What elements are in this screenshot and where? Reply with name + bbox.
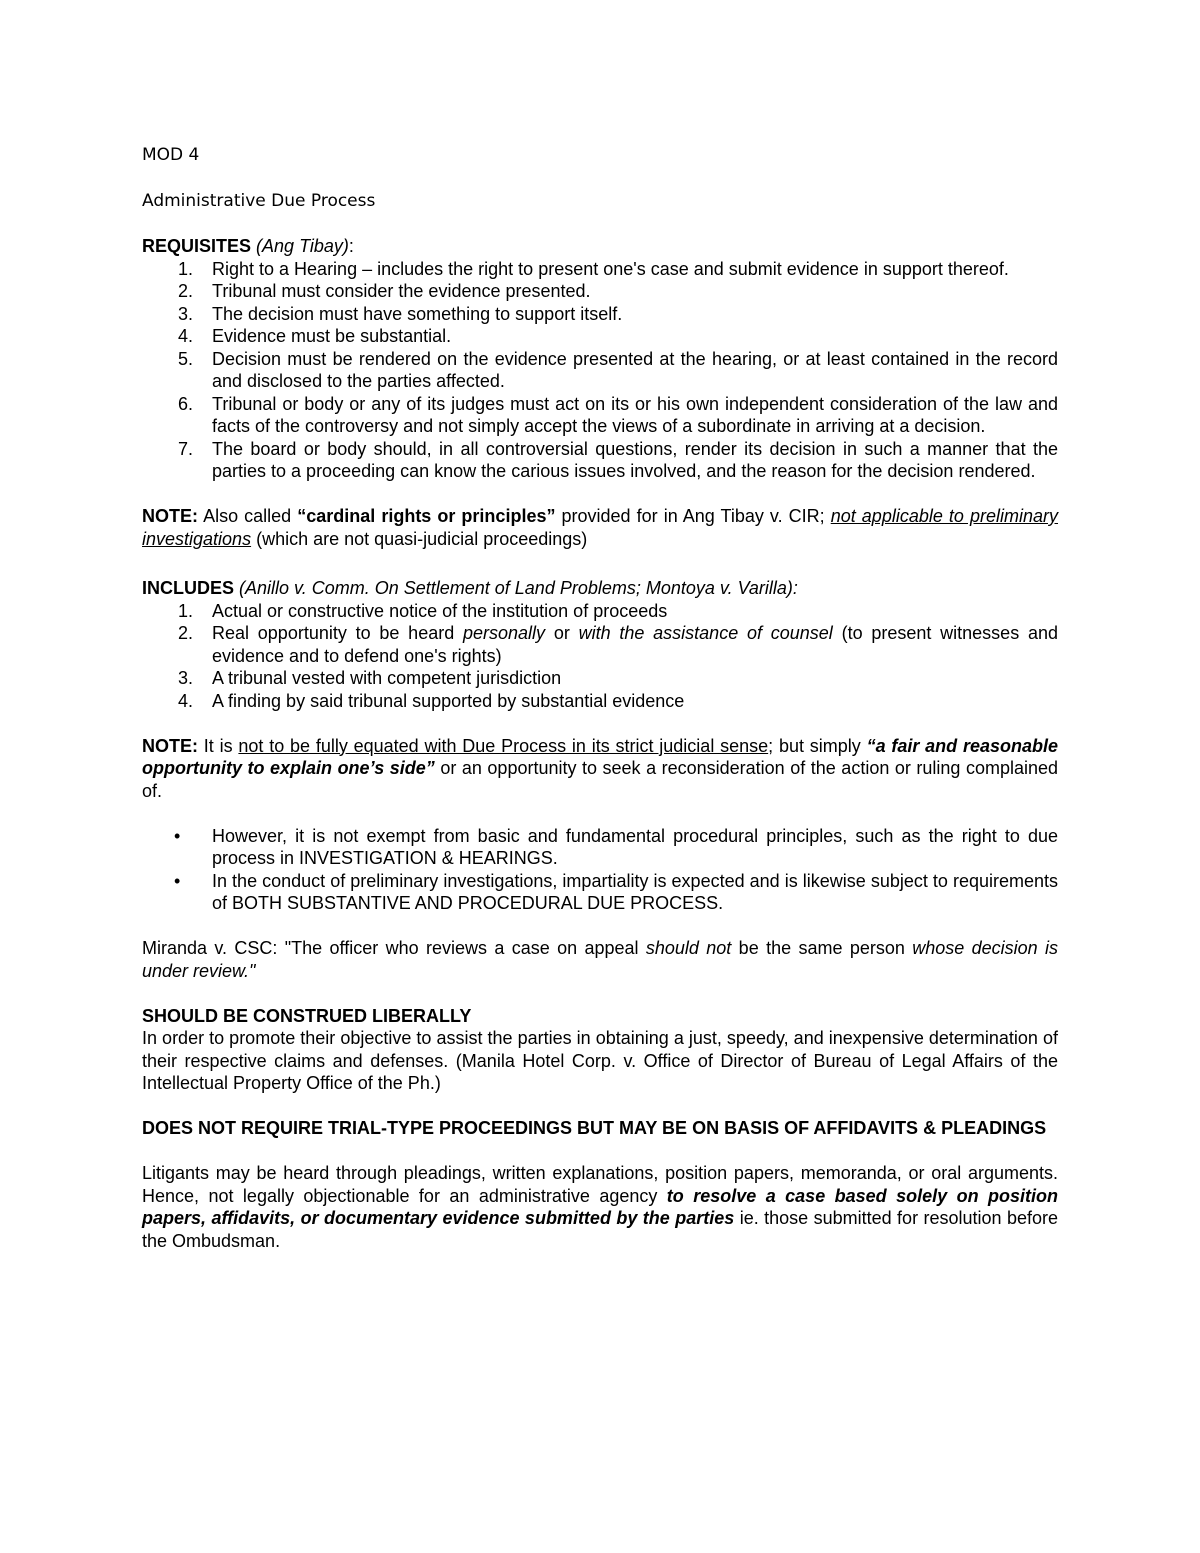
requisites-colon: : [348,236,354,256]
list-item: • In the conduct of preliminary investigations, impartiality is expected and is likewise subject to requirements of BOTH SUBSTANTIVE AND PROCEDURAL DUE PROCESS. [174,870,1058,913]
includes-list [142,600,1058,713]
list-item: 2. Tribunal must consider the evidence presented. [178,281,591,301]
includes-label: INCLUDES [142,578,235,598]
document-title: Administrative Due Process [142,191,376,211]
requisites-heading [142,235,1058,258]
list-item: 1. Right to a Hearing – includes the right to present one's case and submit evidence in support thereof. [178,258,1009,279]
note-fair-opportunity: NOTE: It is not to be fully equated with Due Process in its strict judicial sense; but simply “a fair and reasonable opportunity to explain one’s side” or an opportunity to seek a reconsideration of the action or ruling complained of. [142,735,1059,801]
note-cardinal-rights: NOTE: Also called “cardinal rights or principles” provided for in Ang Tibay v. CIR; not applicable to preliminary investigations (which are not quasi-judicial proceedings) [142,506,1059,549]
list-item: 3. The decision must have something to support itself. [178,303,623,324]
includes-heading [142,577,1058,600]
list-item: 5. Decision must be rendered on the evidence presented at the hearing, or at least contained in the record and disclosed to the parties affected. [178,348,1058,391]
list-item: 6. Tribunal or body or any of its judges must act on its or his own independent consideration of the law and facts of the controversy and not simply accept the views of a subordinate in arriving at a decision. [178,393,1058,436]
trial-heading: DOES NOT REQUIRE TRIAL-TYPE PROCEEDINGS BUT MAY BE ON BASIS OF AFFIDAVITS & PLEADINGS [142,1118,1047,1138]
list-item: 4. A finding by said tribunal supported by substantial evidence [178,690,685,711]
bullet-icon: • [174,825,181,846]
list-item: 1. Actual or constructive notice of the institution of proceeds [178,600,668,621]
module-label: MOD 4 [142,145,200,165]
list-item: • However, it is not exempt from basic and fundamental procedural principles, such as the right to due process in INVESTIGATION & HEARINGS. [174,825,1058,868]
document-body [142,144,1058,1252]
list-item: 3. A tribunal vested with competent jurisdiction [178,668,562,688]
trial-body: Litigants may be heard through pleadings, written explanations, position papers, memoranda, or oral arguments. Hence, not legally objectionable for an administrative agency to resolve a case based solely on position papers, affidavits, or documentary evidence submitted by the parties ie. those submitted for resolution before the Ombudsman. [142,1163,1059,1251]
includes-source: (Anillo v. Comm. On Settlement of Land Problems; Montoya v. Varilla): [239,578,798,598]
list-item: 4. Evidence must be substantial. [178,326,452,346]
list-item: 2. Real opportunity to be heard personally or with the assistance of counsel (to present witnesses and evidence and to defend one's rights) [178,623,1058,666]
bullet-list [142,825,1058,915]
requisites-list [142,258,1058,483]
bullet-icon: • [174,870,181,891]
liberal-body: In order to promote their objective to assist the parties in obtaining a just, speedy, and inexpensive determination of their respective claims and defenses. (Manila Hotel Corp. v. Office of Director of Bureau of Legal Affairs of the Intellectual Property Office of the Ph.) [142,1028,1058,1093]
requisites-label: REQUISITES [142,236,252,256]
miranda-quote: Miranda v. CSC: "The officer who reviews a case on appeal should not be the same person whose decision is under review." [142,938,1059,981]
list-item: 7. The board or body should, in all controversial questions, render its decision in such a manner that the parties to a proceeding can know the carious issues involved, and the reason for the decision rendered. [178,438,1058,481]
liberal-heading: SHOULD BE CONSTRUED LIBERALLY [142,1005,472,1026]
requisites-source: (Ang Tibay) [256,236,349,256]
